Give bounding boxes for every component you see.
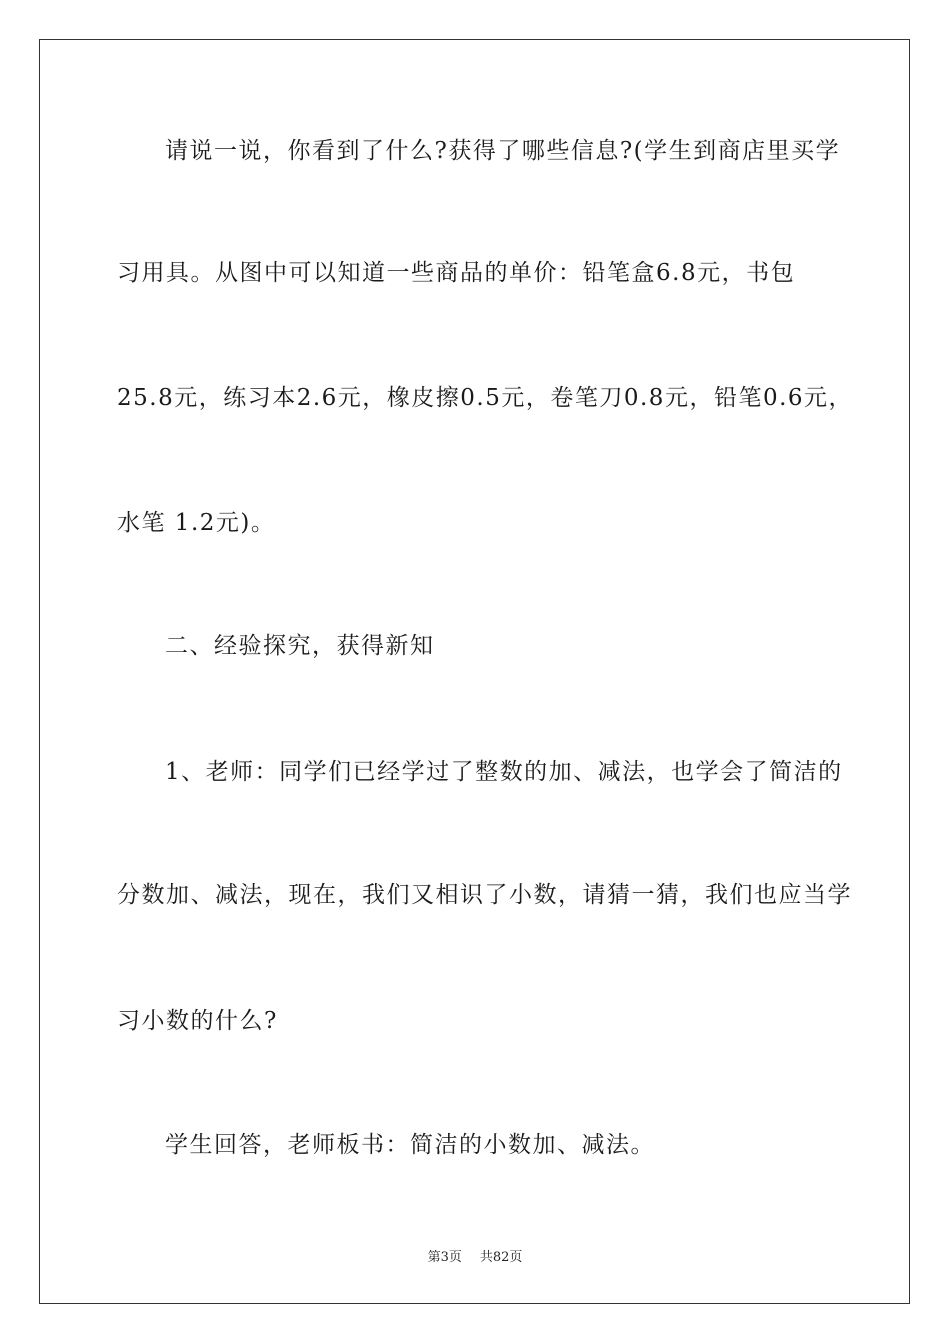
paragraph-line: 习小数的什么? [117, 1008, 278, 1034]
paragraph-line: 分数加、减法，现在，我们又相识了小数，请猜一猜，我们也应当学 [117, 882, 852, 908]
page-number: 第3页 [427, 1250, 462, 1265]
paragraph-line: 习用具。从图中可以知道一些商品的单价：铅笔盒6.8元，书包 [117, 260, 796, 286]
page-total: 共82页 [479, 1250, 523, 1265]
paragraph-line: 25.8元，练习本2.6元，橡皮擦0.5元，卷笔刀0.8元，铅笔0.6元， [117, 385, 854, 411]
page-footer [0, 1246, 950, 1265]
paragraph-line: 请说一说，你看到了什么?获得了哪些信息?(学生到商店里买学 [165, 138, 841, 164]
section-heading: 二、经验探究，获得新知 [165, 633, 435, 659]
page-border [39, 39, 910, 1304]
paragraph-line: 学生回答，老师板书：简洁的小数加、减法。 [165, 1132, 655, 1158]
paragraph-line: 1、老师：同学们已经学过了整数的加、减法，也学会了简洁的 [165, 759, 843, 785]
paragraph-line: 水笔 1.2元)。 [117, 510, 276, 536]
